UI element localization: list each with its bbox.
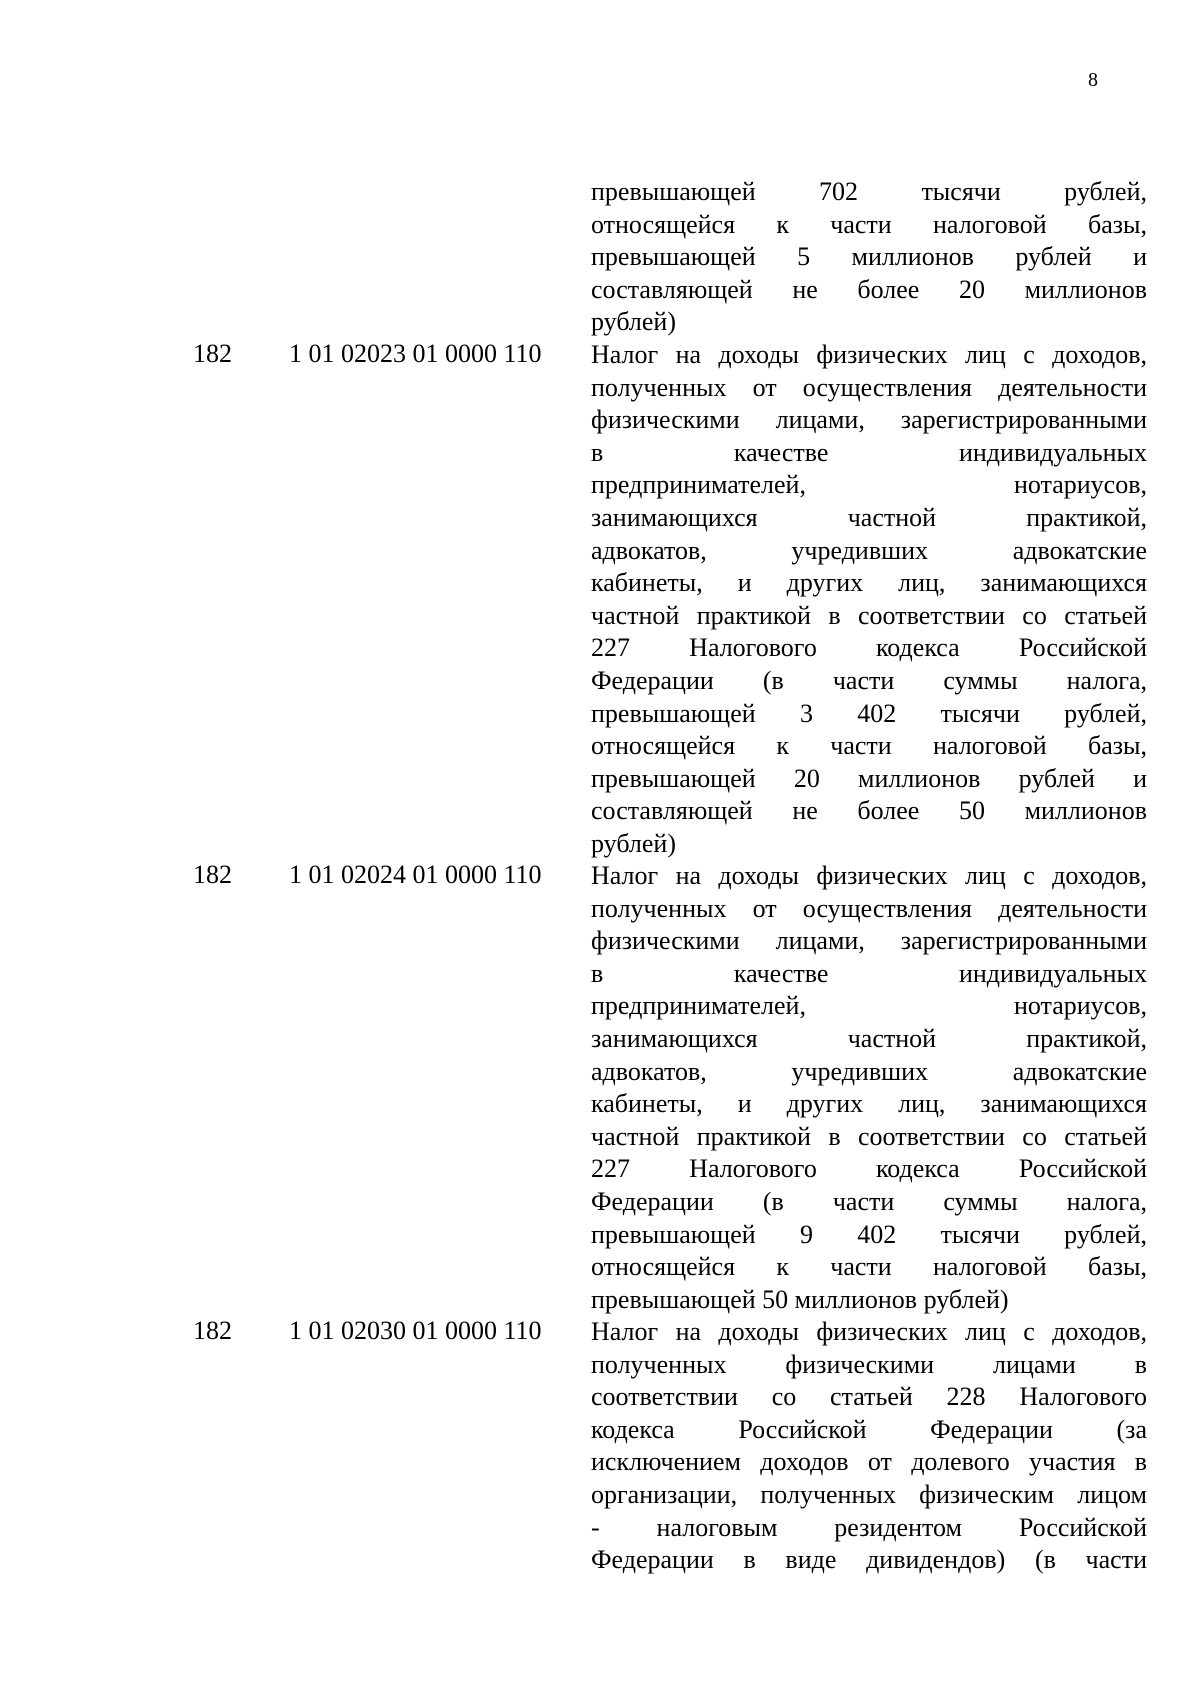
description-line: составляющей не более 50 миллионов <box>591 796 1147 826</box>
description-line: Налог на доходы физических лиц с доходов, <box>591 861 1147 890</box>
description-line: относящейся к части налоговой базы, <box>591 731 1147 761</box>
description-line: предпринимателей, нотариусов, <box>591 991 1147 1021</box>
description-line: - налоговым резидентом Российской <box>591 1512 1147 1542</box>
description-line: полученных от осуществления деятельности <box>591 372 1147 402</box>
description-line: частной практикой в соответствии со статьей <box>591 600 1147 630</box>
description-line: относящейся к части налоговой базы, <box>591 209 1147 239</box>
description-line: составляющей не более 20 миллионов <box>591 274 1147 304</box>
description-line: 227 Налогового кодекса Российской <box>591 633 1147 663</box>
description-line: превышающей 20 миллионов рублей и <box>591 763 1147 793</box>
description-line: рублей) <box>591 307 676 337</box>
description-line: занимающихся частной практикой, <box>591 502 1147 532</box>
admin-code: 182 <box>193 1316 232 1345</box>
description-line: в качестве индивидуальных <box>591 437 1147 467</box>
description-line: физическими лицами, зарегистрированными <box>591 405 1147 435</box>
description-line: исключением доходов от долевого участия в <box>591 1447 1147 1477</box>
description-line: кабинеты, и других лиц, занимающихся <box>591 568 1147 598</box>
description-line: Федерации (в части суммы налога, <box>591 665 1147 695</box>
description-line: превышающей 9 402 тысячи рублей, <box>591 1219 1147 1249</box>
description-line: полученных от осуществления деятельности <box>591 893 1147 923</box>
description-line: в качестве индивидуальных <box>591 958 1147 988</box>
kbk-code: 1 01 02023 01 0000 110 <box>289 339 542 368</box>
admin-code: 182 <box>193 860 232 889</box>
description-line: превышающей 3 402 тысячи рублей, <box>591 698 1147 728</box>
row-description <box>591 176 1147 339</box>
kbk-code: 1 01 02030 01 0000 110 <box>289 1316 542 1345</box>
admin-code: 182 <box>193 339 232 368</box>
description-line: 227 Налогового кодекса Российской <box>591 1154 1147 1184</box>
description-line: физическими лицами, зарегистрированными <box>591 926 1147 956</box>
description-line: превышающей 50 миллионов рублей) <box>591 1284 1009 1314</box>
description-line: превышающей 5 миллионов рублей и <box>591 242 1147 272</box>
description-line: Налог на доходы физических лиц с доходов, <box>591 1317 1147 1346</box>
description-line: рублей) <box>591 828 676 858</box>
row-description <box>591 860 1147 1316</box>
description-line: соответствии со статьей 228 Налогового <box>591 1382 1147 1412</box>
page-number: 8 <box>1088 69 1098 91</box>
description-line: адвокатов, учредивших адвокатские <box>591 535 1147 565</box>
description-line: кодекса Российской Федерации (за <box>591 1414 1147 1444</box>
description-line: адвокатов, учредивших адвокатские <box>591 1056 1147 1086</box>
description-line: частной практикой в соответствии со статьей <box>591 1121 1147 1151</box>
row-description <box>591 1316 1147 1577</box>
row-description <box>591 339 1147 861</box>
description-line: Налог на доходы физических лиц с доходов, <box>591 340 1147 369</box>
kbk-code: 1 01 02024 01 0000 110 <box>289 860 542 889</box>
description-line: кабинеты, и других лиц, занимающихся <box>591 1089 1147 1119</box>
description-line: предпринимателей, нотариусов, <box>591 470 1147 500</box>
description-line: Федерации в виде дивидендов) (в части <box>591 1545 1147 1575</box>
description-line: занимающихся частной практикой, <box>591 1023 1147 1053</box>
description-line: Федерации (в части суммы налога, <box>591 1186 1147 1216</box>
description-line: полученных физическими лицами в <box>591 1349 1147 1379</box>
description-line: относящейся к части налоговой базы, <box>591 1252 1147 1282</box>
description-line: превышающей 702 тысячи рублей, <box>591 177 1147 206</box>
description-line: организации, полученных физическим лицом <box>591 1479 1147 1509</box>
